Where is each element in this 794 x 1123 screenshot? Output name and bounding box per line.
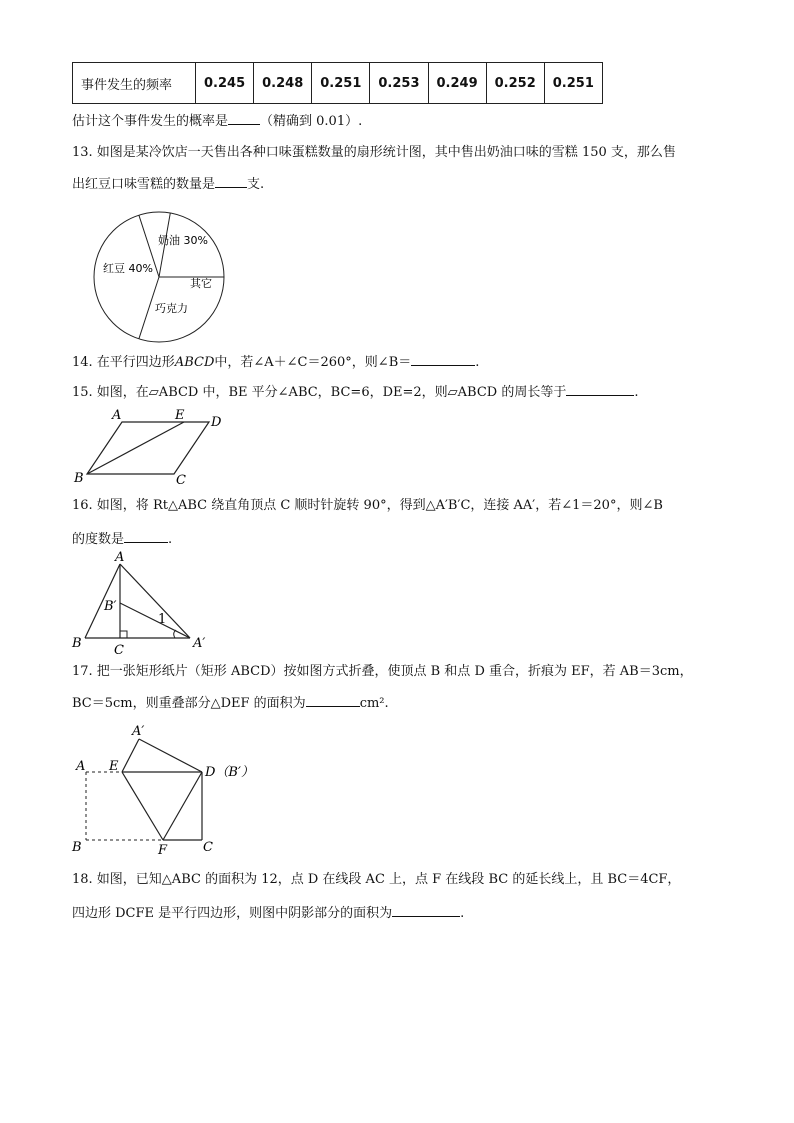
question-text: . <box>634 385 639 400</box>
point-label: A′ <box>132 724 145 739</box>
figure-15-parallelogram <box>72 406 232 486</box>
question-text: 支. <box>247 177 265 192</box>
question-text: 的度数是 <box>72 532 125 547</box>
point-label: C <box>203 840 213 855</box>
question-17-line-1: 17. 把一张矩形纸片（矩形 ABCD）按如图方式折叠，使顶点 B 和点 D 重合，折痕为 EF，若 AB＝3cm， <box>72 664 693 679</box>
point-label: C <box>176 473 186 488</box>
table-cell: 0.251 <box>544 63 602 104</box>
question-16-line-2 <box>72 528 172 550</box>
figure-name: ABCD <box>174 355 215 370</box>
point-label: D（B′） <box>205 765 254 780</box>
point-label: B <box>74 471 84 486</box>
point-label: D <box>211 415 222 430</box>
answer-blank[interactable] <box>124 528 168 543</box>
table-cell: 0.245 <box>196 63 254 104</box>
question-12-tail <box>72 110 362 132</box>
figure-17-folding <box>72 722 272 858</box>
point-label: A <box>76 759 86 774</box>
point-label: B <box>72 636 82 651</box>
table-row <box>73 63 603 104</box>
question-18-line-2 <box>72 902 464 924</box>
question-17-line-2 <box>72 692 389 714</box>
point-label: E <box>175 408 185 423</box>
table-cell: 0.251 <box>312 63 370 104</box>
point-label: B <box>72 840 82 855</box>
point-label: A′ <box>193 636 206 651</box>
table-header-cell: 事件发生的频率 <box>73 63 196 104</box>
table-cell: 0.252 <box>486 63 544 104</box>
point-label: C <box>114 643 124 658</box>
question-14 <box>72 351 479 373</box>
answer-blank[interactable] <box>566 381 634 396</box>
question-13-line-1: 13. 如图是某冷饮店一天售出各种口味蛋糕数量的扇形统计图，其中售出奶油口味的雪糕 150 支，那么售 <box>72 145 676 160</box>
question-text: 四边形 DCFE 是平行四边形，则图中阴影部分的面积为 <box>72 906 393 921</box>
table-cell: 0.248 <box>254 63 312 104</box>
angle-label: 1 <box>158 612 167 627</box>
question-text: 15. 如图，在▱ABCD 中，BE 平分∠ABC，BC=6，DE=2，则▱ABCD 的周长等于 <box>72 385 567 400</box>
question-text: （精确到 0.01）. <box>260 114 363 129</box>
question-text: cm². <box>359 696 389 711</box>
question-text: 出红豆口味雪糕的数量是 <box>72 177 216 192</box>
pie-chart <box>90 212 230 342</box>
table-cell: 0.253 <box>370 63 428 104</box>
point-label: F <box>158 843 168 858</box>
answer-blank[interactable] <box>215 173 247 188</box>
pie-label-chocolate: 巧克力 <box>155 302 188 315</box>
question-16-line-1: 16. 如图，将 Rt△ABC 绕直角顶点 C 顺时针旋转 90°，得到△A′B′C，连接 AA′，若∠1＝20°，则∠B <box>72 498 663 513</box>
point-label: A <box>115 550 125 565</box>
question-text: . <box>168 532 173 547</box>
pie-label-other: 其它 <box>190 277 212 290</box>
answer-blank[interactable] <box>411 351 475 366</box>
question-18-line-1: 18. 如图，已知△ABC 的面积为 12，点 D 在线段 AC 上，点 F 在线段 BC 的延长线上，且 BC＝4CF， <box>72 872 681 887</box>
point-label: E <box>109 759 119 774</box>
point-label: A <box>112 408 122 423</box>
point-label: B′ <box>104 599 117 614</box>
question-text: BC＝5cm，则重叠部分△DEF 的面积为 <box>72 696 306 711</box>
answer-blank[interactable] <box>392 902 460 917</box>
table-cell: 0.249 <box>428 63 486 104</box>
pie-label-cream: 奶油 30% <box>158 234 208 247</box>
question-text: . <box>475 355 480 370</box>
question-13-line-2 <box>72 173 264 195</box>
frequency-table <box>72 62 603 104</box>
question-text: 估计这个事件发生的概率是 <box>72 114 229 129</box>
question-text: 中，若∠A＋∠C＝260°，则∠B＝ <box>214 355 412 370</box>
pie-label-red-bean: 红豆 40% <box>103 262 153 275</box>
question-text: 14. 在平行四边形 <box>72 355 175 370</box>
answer-blank[interactable] <box>228 110 260 125</box>
answer-blank[interactable] <box>306 692 360 707</box>
question-text: . <box>460 906 465 921</box>
figure-16-rotation <box>72 550 222 656</box>
question-15 <box>72 381 639 403</box>
